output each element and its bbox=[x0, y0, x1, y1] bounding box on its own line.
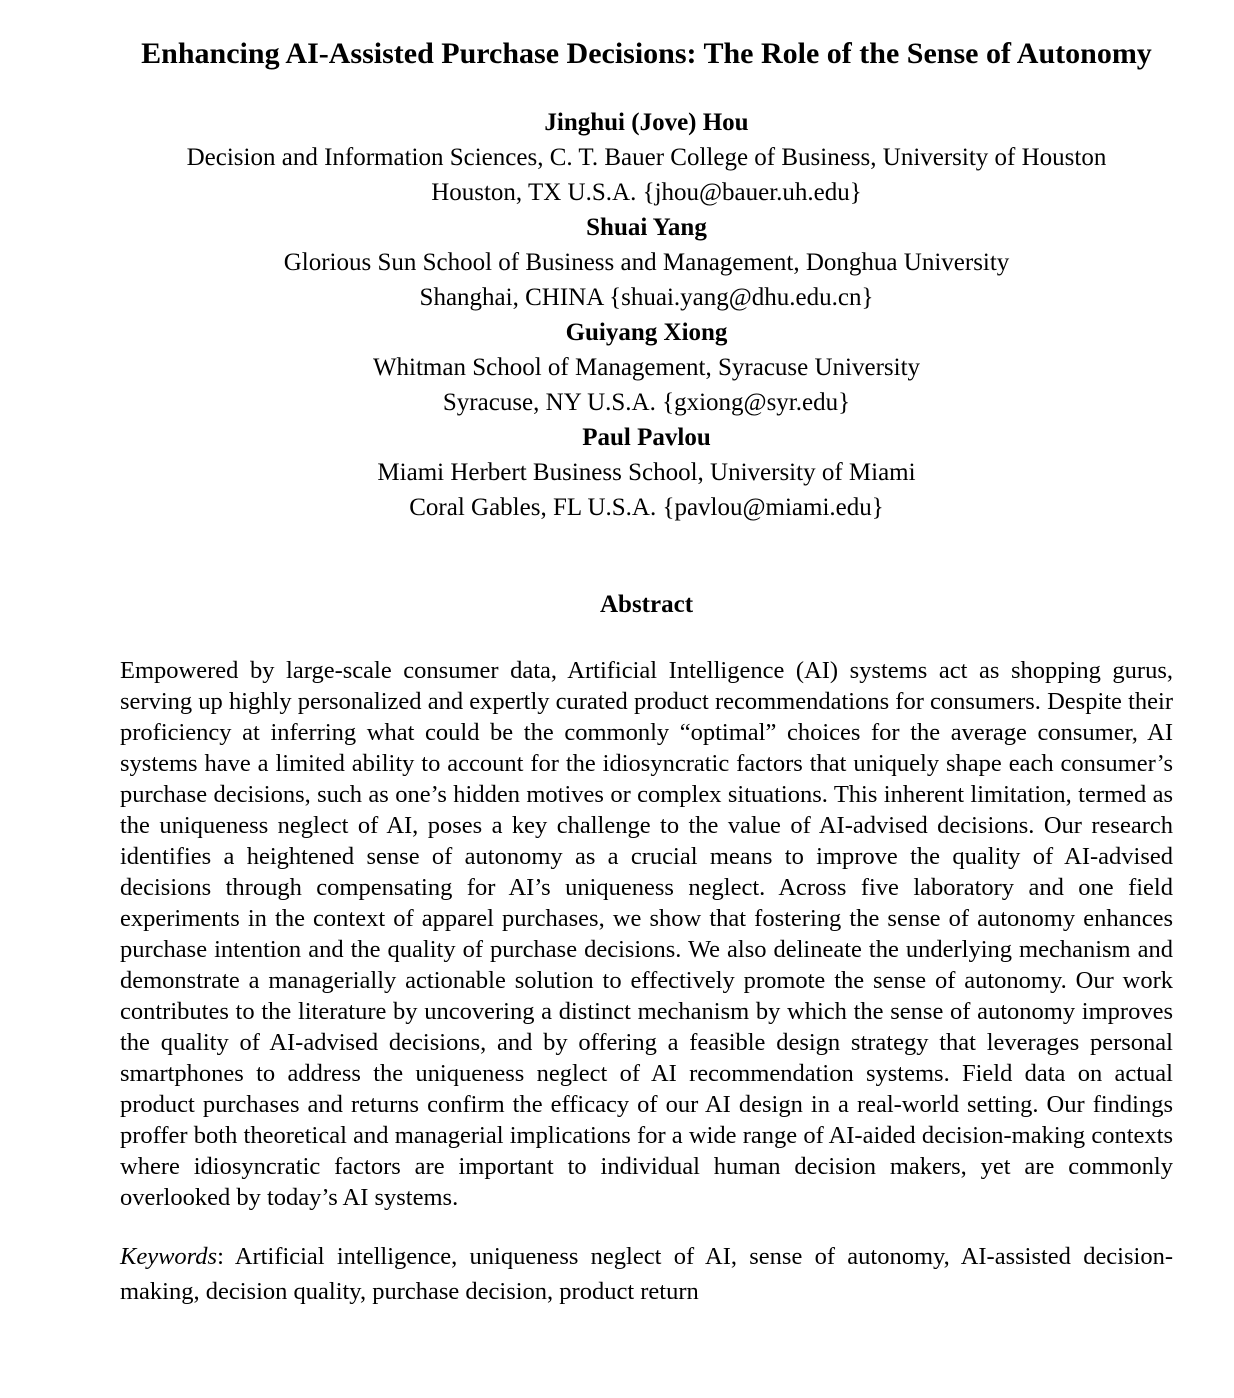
author-location-email: Syracuse, NY U.S.A. {gxiong@syr.edu} bbox=[442, 389, 851, 416]
author-name: Paul Pavlou bbox=[582, 424, 711, 451]
author-affiliation: Decision and Information Sciences, C. T. Bauer College of Business, University of Houston bbox=[186, 144, 1107, 171]
keywords-line bbox=[120, 1239, 1173, 1309]
author-location-email: Coral Gables, FL U.S.A. {pavlou@miami.edu} bbox=[409, 494, 884, 521]
author-block bbox=[120, 210, 1173, 315]
author-location-email: Houston, TX U.S.A. {jhou@bauer.uh.edu} bbox=[431, 179, 862, 206]
author-block bbox=[120, 420, 1173, 525]
author-affiliation: Whitman School of Management, Syracuse University bbox=[372, 354, 921, 381]
author-location-email: Shanghai, CHINA {shuai.yang@dhu.edu.cn} bbox=[419, 284, 874, 311]
author-affiliation: Glorious Sun School of Business and Management, Donghua University bbox=[283, 249, 1010, 276]
author-affiliation: Miami Herbert Business School, University of Miami bbox=[377, 459, 916, 486]
keywords-text: : Artificial intelligence, uniqueness neglect of AI, sense of autonomy, AI-assisted decision-making, decision quality, purchase decision, product return bbox=[120, 1243, 1173, 1305]
keywords-label: Keywords bbox=[120, 1243, 218, 1270]
author-block bbox=[120, 105, 1173, 210]
author-name: Jinghui (Jove) Hou bbox=[544, 109, 749, 136]
paper-title: Enhancing AI-Assisted Purchase Decisions: The Role of the Sense of Autonomy bbox=[141, 37, 1152, 70]
abstract-heading: Abstract bbox=[599, 591, 694, 618]
author-name: Guiyang Xiong bbox=[565, 319, 728, 346]
author-list bbox=[120, 105, 1173, 525]
author-name: Shuai Yang bbox=[586, 214, 707, 241]
author-block bbox=[120, 315, 1173, 420]
abstract-text: Empowered by large-scale consumer data, Artificial Intelligence (AI) systems act as shopping gurus, serving up highly personalized and expertly curated product recommendations for consumers. Despite their proficiency at inferring what could be the commonly “optimal” choices for the average consumer, AI systems have a limited ability to account for the idiosyncratic factors that uniquely shape each consumer’s purchase decisions, such as one’s hidden motives or complex situations. This inherent limitation, termed as the uniqueness neglect of AI, poses a key challenge to the value of AI-advised decisions. Our research identifies a heightened sense of autonomy as a crucial means to improve the quality of AI-advised decisions through compensating for AI’s uniqueness neglect. Across five laboratory and one field experiments in the context of apparel purchases, we show that fostering the sense of autonomy enhances purchase intention and the quality of purchase decisions. We also delineate the underlying mechanism and demonstrate a managerially actionable solution to effectively promote the sense of autonomy. Our work contributes to the literature by uncovering a distinct mechanism by which the sense of autonomy improves the quality of AI-advised decisions, and by offering a feasible design strategy that leverages personal smartphones to address the uniqueness neglect of AI recommendation systems. Field data on actual product purchases and returns confirm the efficacy of our AI design in a real-world setting. Our findings proffer both theoretical and managerial implications for a wide range of AI-aided decision-making contexts where idiosyncratic factors are important to individual human decision makers, yet are commonly overlooked by today’s AI systems. bbox=[120, 657, 1173, 1211]
